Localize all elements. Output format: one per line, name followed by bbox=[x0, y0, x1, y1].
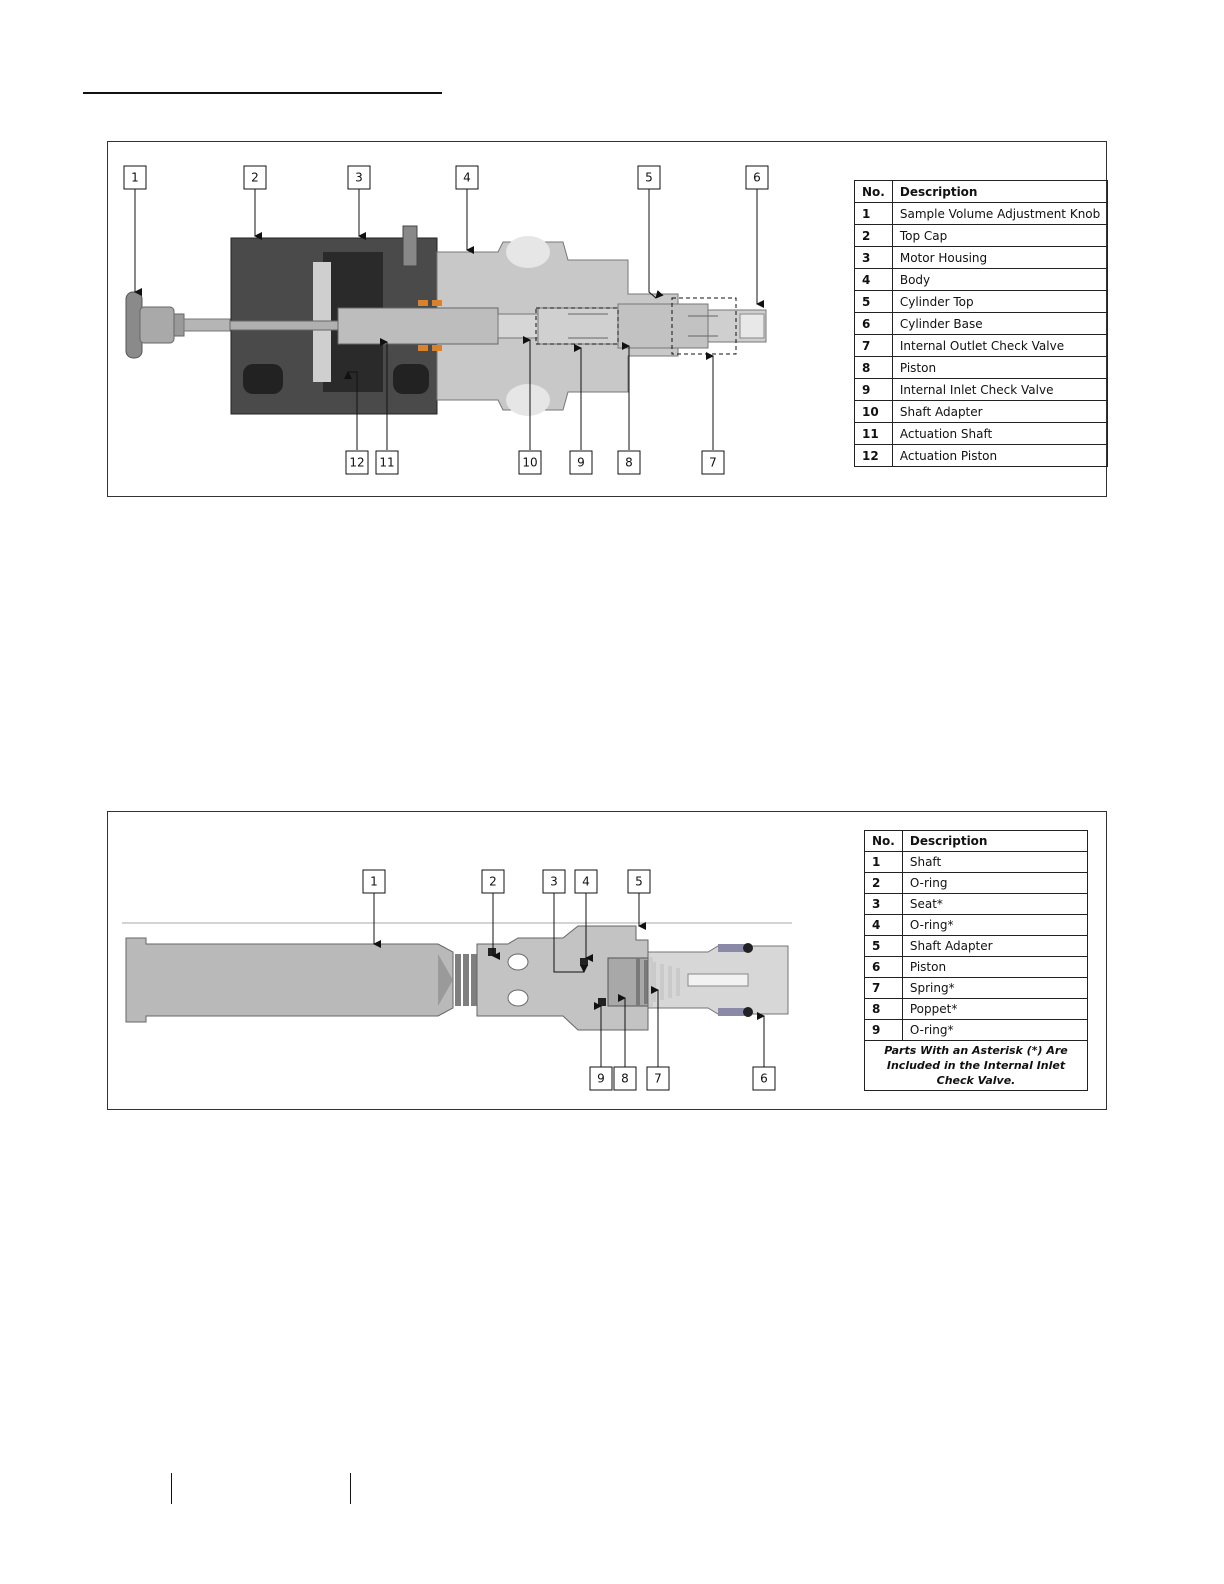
callout-6 bbox=[746, 166, 768, 189]
legend-header-no: No. bbox=[865, 831, 903, 852]
legend-desc: Shaft Adapter bbox=[902, 936, 1087, 957]
callout-5 bbox=[638, 166, 660, 189]
callout-12 bbox=[346, 451, 368, 474]
parts-legend-table bbox=[854, 180, 1108, 467]
legend-header-description: Description bbox=[892, 181, 1107, 203]
callout-label: 6 bbox=[760, 1071, 768, 1086]
legend-desc: Piston bbox=[892, 357, 1107, 379]
legend-desc: O-ring bbox=[902, 873, 1087, 894]
legend-no: 4 bbox=[865, 915, 903, 936]
legend-row bbox=[865, 915, 1088, 936]
legend-header-row bbox=[855, 181, 1108, 203]
legend-desc: Body bbox=[892, 269, 1107, 291]
callout-label: 7 bbox=[709, 455, 717, 470]
legend-desc: Shaft Adapter bbox=[892, 401, 1107, 423]
legend-row bbox=[855, 225, 1108, 247]
asterisk-note: Parts With an Asterisk (*) Are Included in the Internal Inlet Check Valve. bbox=[865, 1041, 1088, 1091]
callout-7 bbox=[647, 1067, 669, 1090]
legend-header-row bbox=[865, 831, 1088, 852]
legend-no: 12 bbox=[855, 445, 893, 467]
legend-desc: Seat* bbox=[902, 894, 1087, 915]
legend-row bbox=[855, 357, 1108, 379]
parts-legend-table bbox=[864, 830, 1088, 1091]
legend-row bbox=[865, 936, 1088, 957]
legend-no: 6 bbox=[855, 313, 893, 335]
callout-7 bbox=[702, 451, 724, 474]
legend-no: 3 bbox=[865, 894, 903, 915]
legend-desc: Actuation Piston bbox=[892, 445, 1107, 467]
legend-no: 3 bbox=[855, 247, 893, 269]
callout-11 bbox=[376, 451, 398, 474]
legend-row bbox=[865, 873, 1088, 894]
legend-desc: Poppet* bbox=[902, 999, 1087, 1020]
legend-row bbox=[855, 269, 1108, 291]
legend-row bbox=[855, 313, 1108, 335]
legend-no: 10 bbox=[855, 401, 893, 423]
sampler-cross-section-figure bbox=[107, 141, 1107, 497]
legend-no: 2 bbox=[855, 225, 893, 247]
legend-row bbox=[865, 978, 1088, 999]
legend-row bbox=[855, 423, 1108, 445]
callout-label: 4 bbox=[582, 874, 590, 889]
callout-2 bbox=[482, 870, 504, 893]
legend-row bbox=[855, 203, 1108, 225]
callout-9 bbox=[570, 451, 592, 474]
callout-8 bbox=[618, 451, 640, 474]
legend-row bbox=[865, 1020, 1088, 1041]
callout-label: 3 bbox=[355, 170, 363, 185]
header-rule bbox=[83, 92, 442, 94]
callout-label: 8 bbox=[621, 1071, 629, 1086]
callout-9 bbox=[590, 1067, 612, 1090]
legend-note-row bbox=[865, 1041, 1088, 1091]
callout-3 bbox=[348, 166, 370, 189]
legend-row bbox=[855, 335, 1108, 357]
callout-1 bbox=[363, 870, 385, 893]
legend-no: 8 bbox=[855, 357, 893, 379]
legend-row bbox=[855, 247, 1108, 269]
legend-no: 8 bbox=[865, 999, 903, 1020]
callout-label: 2 bbox=[489, 874, 497, 889]
legend-no: 5 bbox=[855, 291, 893, 313]
legend-row bbox=[865, 999, 1088, 1020]
callout-label: 7 bbox=[654, 1071, 662, 1086]
callout-4 bbox=[456, 166, 478, 189]
callout-2 bbox=[244, 166, 266, 189]
callout-label: 9 bbox=[577, 455, 585, 470]
callout-10 bbox=[519, 451, 541, 474]
callout-label: 1 bbox=[370, 874, 378, 889]
legend-no: 4 bbox=[855, 269, 893, 291]
callout-label: 4 bbox=[463, 170, 471, 185]
legend-row bbox=[855, 401, 1108, 423]
callout-6 bbox=[753, 1067, 775, 1090]
callout-label: 8 bbox=[625, 455, 633, 470]
legend-header-description: Description bbox=[902, 831, 1087, 852]
legend-header-no: No. bbox=[855, 181, 893, 203]
inlet-check-valve-figure bbox=[107, 811, 1107, 1110]
legend-desc: Top Cap bbox=[892, 225, 1107, 247]
legend-desc: Motor Housing bbox=[892, 247, 1107, 269]
adjustment-knob-shape bbox=[126, 292, 230, 358]
callout-4 bbox=[575, 870, 597, 893]
legend-no: 1 bbox=[865, 852, 903, 873]
callout-label: 5 bbox=[645, 170, 653, 185]
legend-no: 11 bbox=[855, 423, 893, 445]
callout-label: 3 bbox=[550, 874, 558, 889]
callout-5 bbox=[628, 870, 650, 893]
legend-desc: Spring* bbox=[902, 978, 1087, 999]
legend-no: 5 bbox=[865, 936, 903, 957]
legend-no: 7 bbox=[865, 978, 903, 999]
legend-desc: Sample Volume Adjustment Knob bbox=[892, 203, 1107, 225]
callout-label: 9 bbox=[597, 1071, 605, 1086]
legend-row bbox=[855, 379, 1108, 401]
legend-no: 2 bbox=[865, 873, 903, 894]
callout-8 bbox=[614, 1067, 636, 1090]
legend-row bbox=[865, 957, 1088, 978]
legend-row bbox=[855, 445, 1108, 467]
callout-label: 10 bbox=[522, 455, 538, 470]
legend-no: 9 bbox=[865, 1020, 903, 1041]
callout-label: 12 bbox=[349, 455, 365, 470]
legend-desc: Internal Inlet Check Valve bbox=[892, 379, 1107, 401]
callout-label: 2 bbox=[251, 170, 259, 185]
legend-desc: Piston bbox=[902, 957, 1087, 978]
callout-3 bbox=[543, 870, 565, 893]
legend-no: 1 bbox=[855, 203, 893, 225]
legend-no: 9 bbox=[855, 379, 893, 401]
callout-label: 11 bbox=[379, 455, 395, 470]
legend-desc: Internal Outlet Check Valve bbox=[892, 335, 1107, 357]
callout-label: 5 bbox=[635, 874, 643, 889]
legend-desc: O-ring* bbox=[902, 915, 1087, 936]
legend-row bbox=[855, 291, 1108, 313]
legend-row bbox=[865, 894, 1088, 915]
legend-desc: Cylinder Top bbox=[892, 291, 1107, 313]
legend-desc: Cylinder Base bbox=[892, 313, 1107, 335]
shaft-shape bbox=[126, 938, 477, 1022]
legend-desc: Actuation Shaft bbox=[892, 423, 1107, 445]
legend-row bbox=[865, 852, 1088, 873]
callout-1 bbox=[124, 166, 146, 189]
legend-no: 6 bbox=[865, 957, 903, 978]
legend-no: 7 bbox=[855, 335, 893, 357]
callout-label: 6 bbox=[753, 170, 761, 185]
callout-label: 1 bbox=[131, 170, 139, 185]
legend-desc: Shaft bbox=[902, 852, 1087, 873]
footer-divider bbox=[171, 1473, 172, 1504]
footer-divider bbox=[350, 1473, 351, 1504]
legend-desc: O-ring* bbox=[902, 1020, 1087, 1041]
